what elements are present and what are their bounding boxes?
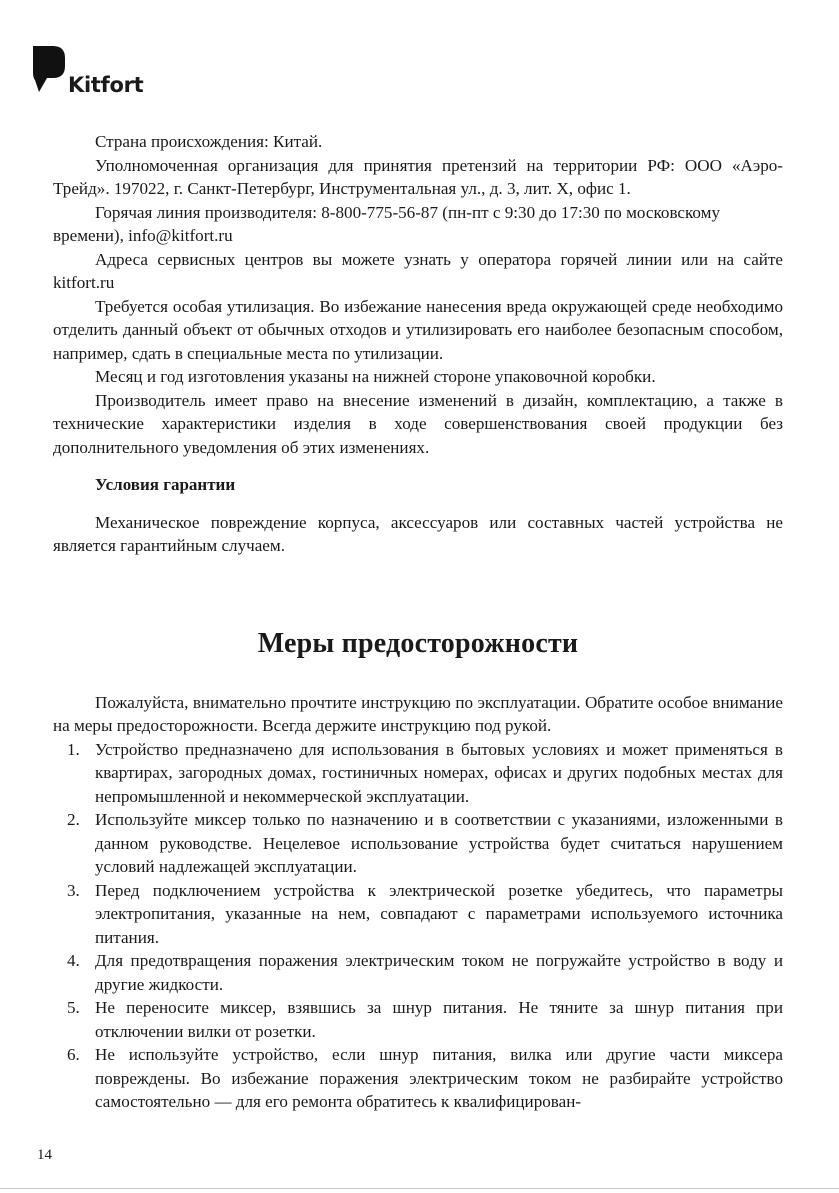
list-item	[53, 738, 783, 809]
list-item	[53, 1043, 783, 1114]
manufacture-date-info: Месяц и год изготовления указаны на нижней стороне упаковочной коробки.	[95, 367, 656, 386]
list-item-number: 4.	[67, 951, 80, 970]
list-item	[53, 808, 783, 879]
kitfort-flag-logo-icon	[31, 44, 67, 94]
list-item-number: 2.	[67, 810, 80, 829]
list-item-number: 1.	[67, 739, 80, 759]
authorized-organization: Уполномоченная организация для принятия претензий на территории РФ: ООО «Аэро-Трейд». 197022, г. Санкт-Петербург, Инструментальная ул., д. 3, лит. Х, офис 1.	[53, 155, 783, 198]
page-bottom-divider	[0, 1188, 839, 1189]
list-item-text: Для предотвращения поражения электрическим током не погружайте устройство в воду и другие жидкости.	[95, 951, 783, 994]
list-item-text: Используйте миксер только по назначению и в соответствии с указаниями, изложенными в данном руководстве. Нецелевое использование устройства будет считаться нарушением условий надлежащей эксплуатации.	[95, 810, 783, 876]
page-number: 14	[37, 1147, 52, 1163]
precautions-title: Меры предосторожности	[257, 627, 579, 659]
hotline-info: Горячая линия производителя: 8-800-775-56-87 (пн-пт с 9:30 до 17:30 по московскому времени), info@kitfort.ru	[53, 202, 721, 245]
warranty-text: Механическое повреждение корпуса, аксессуаров или составных частей устройства не является гарантийным случаем.	[53, 512, 783, 555]
list-item-text: Не переносите миксер, взявшись за шнур питания. Не тяните за шнур питания при отключении вилки от розетки.	[95, 998, 783, 1041]
origin-country: Страна происхождения: Китай.	[95, 132, 323, 151]
list-item	[53, 949, 783, 996]
manufacturer-rights: Производитель имеет право на внесение изменений в дизайн, комплектацию, а также в технические характеристики изделия в ходе совершенствования своей продукции без дополнительного уведомления об этих изменениях.	[53, 390, 783, 457]
list-item-number: 3.	[67, 880, 80, 900]
list-item-number: 5.	[67, 998, 80, 1017]
list-item-text: Не используйте устройство, если шнур питания, вилка или другие части миксера повреждены. Во избежание поражения электрическим током не разбирайте устройство самостоятельно — для его ремонта обратитесь к квалифицирован-	[95, 1045, 783, 1111]
precautions-intro: Пожалуйста, внимательно прочтите инструкцию по эксплуатации. Обратите особое внимание на меры предосторожности. Всегда держите инструкцию под рукой.	[53, 692, 783, 735]
service-centers-info: Адреса сервисных центров вы можете узнать у оператора горячей линии или на сайте kitfort.ru	[53, 249, 783, 292]
warranty-heading: Условия гарантии	[95, 475, 236, 494]
list-item	[53, 879, 783, 950]
list-item-text: Устройство предназначено для использования в бытовых условиях и может применяться в квартирах, загородных домах, гостиничных номерах, офисах и других подобных местах для непромышленной и некоммерческой эксплуатации.	[95, 739, 783, 806]
disposal-info: Требуется особая утилизация. Во избежание нанесения вреда окружающей среде необходимо отделить данный объект от обычных отходов и утилизировать его наиболее безопасным способом, например, сдать в специальные места по утилизации.	[53, 296, 783, 363]
list-item-number: 6.	[67, 1045, 80, 1064]
precautions-list	[53, 738, 783, 1114]
brand-logo	[31, 44, 171, 97]
list-item-text: Перед подключением устройства к электрической розетке убедитесь, что параметры электропитания, указанные на нем, совпадают с параметрами используемого источника питания.	[95, 880, 783, 947]
brand-name: Kitfort	[68, 73, 144, 97]
page-content	[53, 130, 783, 1114]
list-item	[53, 996, 783, 1043]
